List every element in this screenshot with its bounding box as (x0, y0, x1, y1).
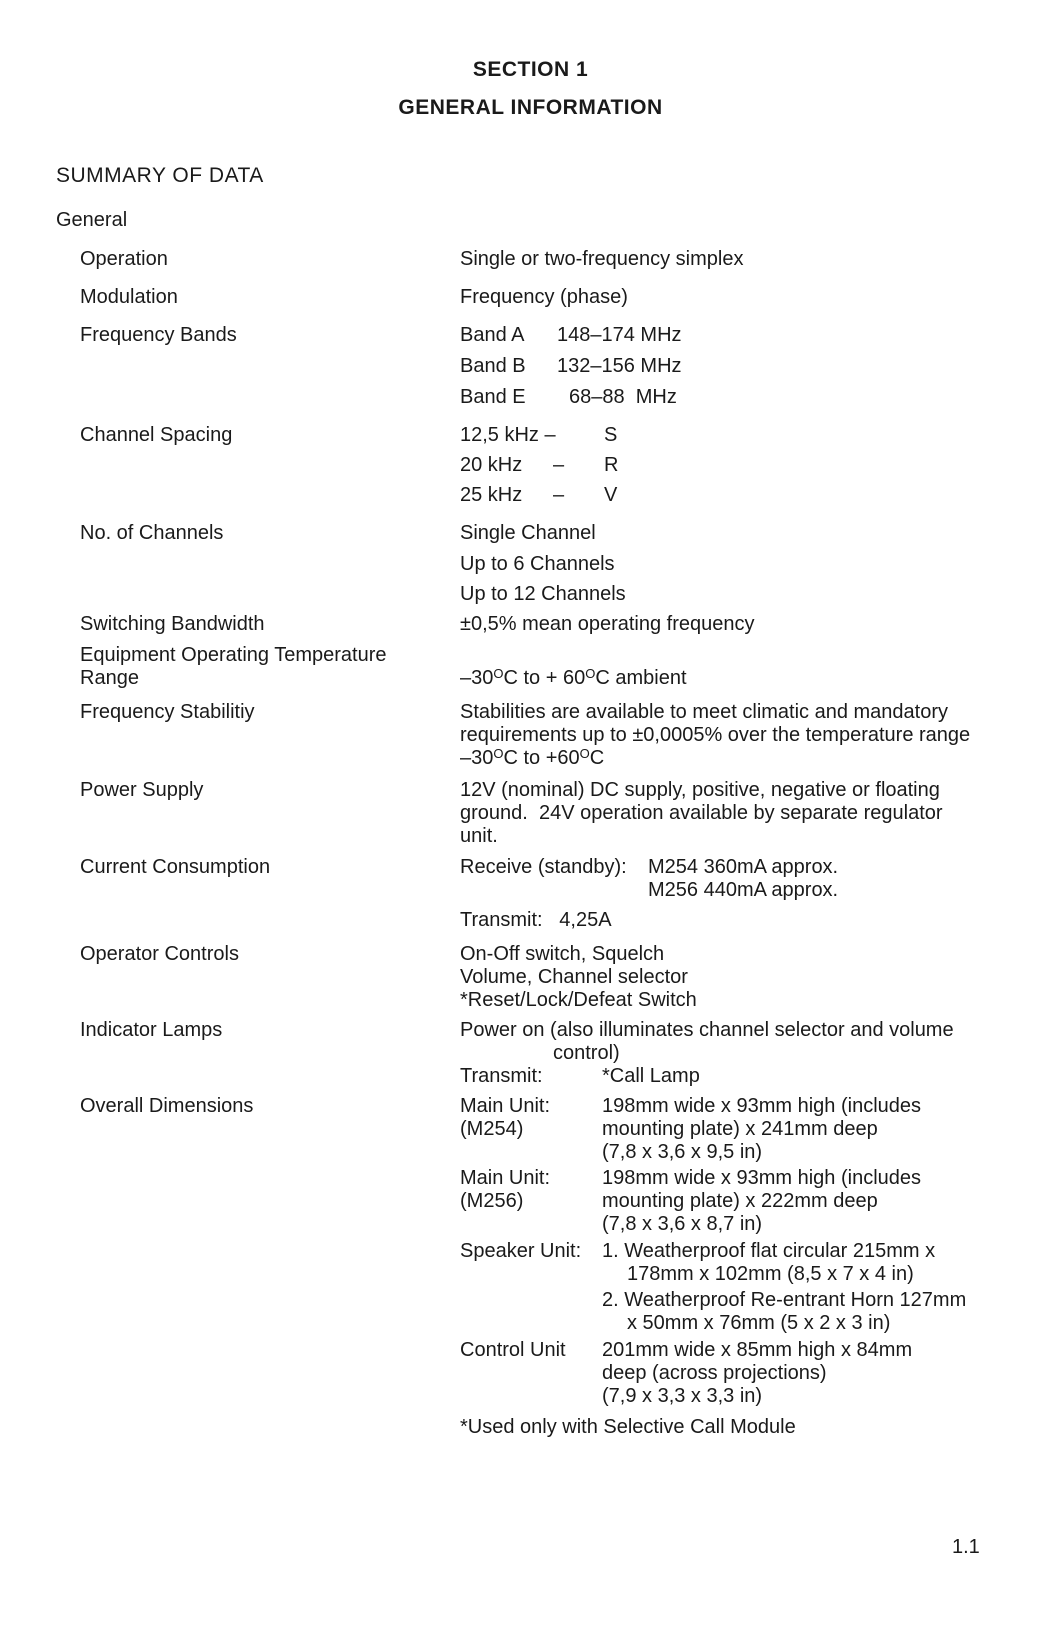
label-operation: Operation (80, 248, 168, 270)
value-temperature (460, 667, 687, 690)
controls-line-2: Volume, Channel selector (460, 966, 688, 988)
dim-main256-line-3: (7,8 x 3,6 x 8,7 in) (602, 1213, 763, 1235)
stab-part-c: C (589, 747, 605, 769)
controls-line-1: On-Off switch, Squelch (460, 943, 665, 965)
current-transmit: Transmit: 4,25A (460, 909, 612, 931)
dim-control-line-2: deep (across projections) (602, 1362, 827, 1384)
stab-part-b: C to +60 (503, 747, 580, 769)
dim-control-line-1: 201mm wide x 85mm high x 84mm (602, 1339, 913, 1361)
degree-sign: O (493, 746, 504, 761)
label-no-of-channels: No. of Channels (80, 522, 224, 544)
band-b-name: Band B (460, 355, 526, 377)
label-overall-dimensions: Overall Dimensions (80, 1095, 254, 1117)
dim-main254-label-1: Main Unit: (460, 1095, 551, 1117)
page-number: 1.1 (952, 1536, 980, 1558)
band-b-range: 132–156 MHz (557, 355, 682, 377)
label-frequency-stability: Frequency Stabilitiy (80, 701, 255, 723)
dim-main254-line-3: (7,8 x 3,6 x 9,5 in) (602, 1141, 763, 1163)
value-operation: Single or two-frequency simplex (460, 248, 744, 270)
temp-part-b: C to + 60 (503, 667, 586, 689)
dim-speaker-line-4: x 50mm x 76mm (5 x 2 x 3 in) (627, 1312, 891, 1334)
value-modulation: Frequency (phase) (460, 286, 628, 308)
dim-main256-line-2: mounting plate) x 222mm deep (602, 1190, 878, 1212)
current-receive-label: Receive (standby): (460, 856, 627, 878)
section-title: GENERAL INFORMATION (398, 96, 663, 119)
label-frequency-bands: Frequency Bands (80, 324, 237, 346)
label-power-supply: Power Supply (80, 779, 204, 801)
dim-speaker-line-1: 1. Weatherproof flat circular 215mm x (602, 1240, 936, 1262)
dim-control-line-3: (7,9 x 3,3 x 3,3 in) (602, 1385, 763, 1407)
degree-sign: O (579, 746, 590, 761)
subheading-general: General (56, 209, 128, 231)
temp-part-a: –30 (460, 667, 494, 689)
power-line-1: 12V (nominal) DC supply, positive, negative or floating (460, 779, 940, 801)
spacing-3-dash: – (553, 484, 565, 506)
degree-sign: O (493, 666, 504, 681)
dim-main254-line-2: mounting plate) x 241mm deep (602, 1118, 878, 1140)
band-a-range: 148–174 MHz (557, 324, 682, 346)
dim-speaker-label: Speaker Unit: (460, 1240, 582, 1262)
power-line-2: ground. 24V operation available by separate regulator (460, 802, 943, 824)
current-receive-2: M256 440mA approx. (648, 879, 839, 901)
spacing-2-value: 20 kHz (460, 454, 523, 476)
label-modulation: Modulation (80, 286, 178, 308)
stability-line-2: requirements up to ±0,0005% over the temperature range (460, 724, 971, 746)
label-channel-spacing: Channel Spacing (80, 424, 233, 446)
temp-part-c: C ambient (595, 667, 687, 689)
dim-speaker-line-2: 178mm x 102mm (8,5 x 7 x 4 in) (627, 1263, 914, 1285)
lamps-transmit-value: *Call Lamp (602, 1065, 700, 1087)
spacing-2-code: R (604, 454, 619, 476)
spacing-3-value: 25 kHz (460, 484, 523, 506)
spacing-3-code: V (604, 484, 618, 506)
lamps-transmit-label: Transmit: (460, 1065, 543, 1087)
band-e-range: 68–88 MHz (569, 386, 677, 408)
section-number: SECTION 1 (472, 58, 589, 81)
value-switching-bandwidth: ±0,5% mean operating frequency (460, 613, 755, 635)
dim-main256-label-2: (M256) (460, 1190, 524, 1212)
label-temperature-1: Equipment Operating Temperature (80, 644, 387, 666)
dim-control-label: Control Unit (460, 1339, 566, 1361)
label-temperature-2: Range (80, 667, 139, 689)
lamps-line-2: control) (553, 1042, 620, 1064)
stability-line-1: Stabilities are available to meet climatic and mandatory (460, 701, 949, 723)
summary-heading: SUMMARY OF DATA (56, 164, 264, 187)
label-switching-bandwidth: Switching Bandwidth (80, 613, 265, 635)
spacing-1-code: S (604, 424, 618, 446)
dim-main256-label-1: Main Unit: (460, 1167, 551, 1189)
degree-sign: O (585, 666, 596, 681)
channels-3: Up to 12 Channels (460, 583, 626, 605)
label-current-consumption: Current Consumption (80, 856, 271, 878)
dim-main256-line-1: 198mm wide x 93mm high (includes (602, 1167, 922, 1189)
dim-speaker-line-3: 2. Weatherproof Re-entrant Horn 127mm (602, 1289, 967, 1311)
band-e-name: Band E (460, 386, 526, 408)
footnote: *Used only with Selective Call Module (460, 1416, 796, 1438)
stability-line-3 (460, 747, 604, 770)
channels-1: Single Channel (460, 522, 596, 544)
dim-main254-line-1: 198mm wide x 93mm high (includes (602, 1095, 922, 1117)
spacing-2-dash: – (553, 454, 565, 476)
power-line-3: unit. (460, 825, 498, 847)
label-operator-controls: Operator Controls (80, 943, 239, 965)
label-indicator-lamps: Indicator Lamps (80, 1019, 223, 1041)
controls-line-3: *Reset/Lock/Defeat Switch (460, 989, 697, 1011)
dim-main254-label-2: (M254) (460, 1118, 524, 1140)
channels-2: Up to 6 Channels (460, 553, 615, 575)
lamps-line-1: Power on (also illuminates channel selector and volume (460, 1019, 954, 1041)
current-receive-1: M254 360mA approx. (648, 856, 839, 878)
spacing-1-value: 12,5 kHz – (460, 424, 556, 446)
band-a-name: Band A (460, 324, 525, 346)
stab-part-a: –30 (460, 747, 494, 769)
